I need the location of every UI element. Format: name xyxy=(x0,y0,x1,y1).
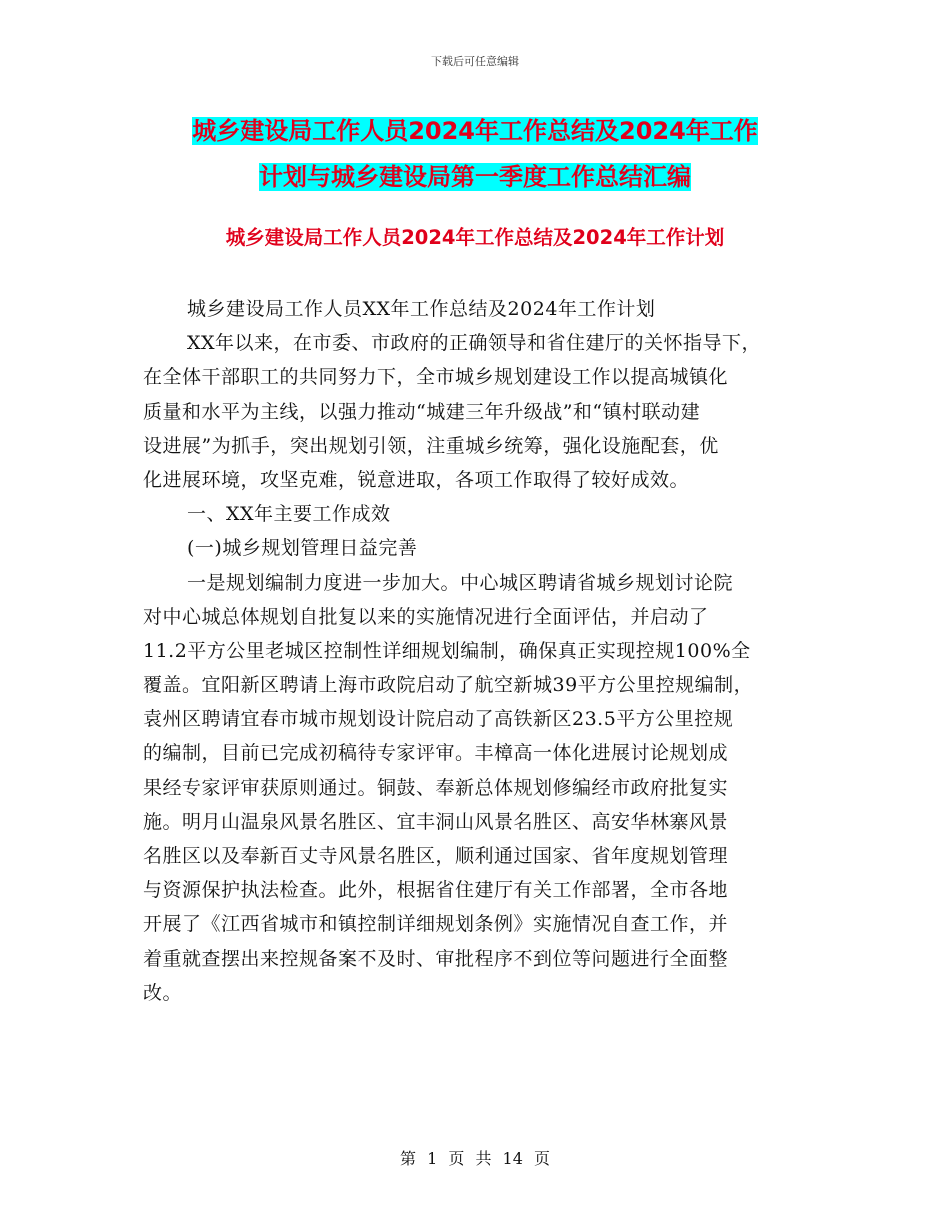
body-text xyxy=(143,292,823,1010)
paragraph-line: XX年以来，在市委、市政府的正确领导和省住建厅的关怀指导下， xyxy=(187,332,762,355)
paragraph-line: 一是规划编制力度进一步加大。中心城区聘请省城乡规划讨论院 xyxy=(187,571,734,594)
paragraph-line: 11.2平方公里老城区控制性详细规划编制，确保真正实现控规100%全 xyxy=(143,639,751,662)
section-title: 城乡建设局工作人员2024年工作总结及2024年工作计划 xyxy=(225,226,725,249)
paragraph-line: 施。明月山温泉风景名胜区、宜丰洞山风景名胜区、高安华林寨风景 xyxy=(143,810,729,833)
paragraph-line: 果经专家评审获原则通过。铜鼓、奉新总体规划修编经市政府批复实 xyxy=(143,776,729,799)
paragraph-line: 名胜区以及奉新百丈寺风景名胜区，顺利通过国家、省年度规划管理 xyxy=(143,845,729,867)
title-line-1: 城乡建设局工作人员2024年工作总结及2024年工作 xyxy=(192,117,758,145)
paragraph-line: 化进展环境，攻坚克难，锐意进取，各项工作取得了较好成效。 xyxy=(143,468,690,491)
header-note: 下载后可任意编辑 xyxy=(431,55,519,68)
paragraph-line: 与资源保护执法检查。此外，根据省住建厅有关工作部署，全市各地 xyxy=(143,879,729,902)
page-number-footer: 第 1 页 共 14 页 xyxy=(400,1149,550,1168)
document-title xyxy=(0,108,950,200)
paragraph-line: 对中心城总体规划自批复以来的实施情况进行全面评估，并启动了 xyxy=(143,605,709,628)
paragraph-line: 覆盖。宜阳新区聘请上海市政院启动了航空新城39平方公里控规编制， xyxy=(143,674,754,697)
paragraph-line: 在全体干部职工的共同努力下，全市城乡规划建设工作以提高城镇化 xyxy=(143,366,729,389)
paragraph-line: 的编制，目前已完成初稿待专家评审。丰樟高一体化进展讨论规划成 xyxy=(143,742,729,765)
title-line-2: 计划与城乡建设局第一季度工作总结汇编 xyxy=(259,163,691,191)
paragraph-line: 设进展”为抓手，突出规划引领，注重城乡统筹，强化设施配套，优 xyxy=(143,434,719,457)
paragraph-line: 着重就查摆出来控规备案不及时、审批程序不到位等问题进行全面整 xyxy=(143,947,729,970)
paragraph-line: 袁州区聘请宜春市城市规划设计院启动了高铁新区23.5平方公里控规 xyxy=(143,708,734,731)
paragraph-line: 改。 xyxy=(143,981,183,1004)
paragraph-line: 城乡建设局工作人员XX年工作总结及2024年工作计划 xyxy=(187,298,656,320)
paragraph-line: 开展了《江西省城市和镇控制详细规划条例》实施情况自查工作，并 xyxy=(143,913,729,936)
heading-line: 一、XX年主要工作成效 xyxy=(187,503,391,526)
paragraph-line: 质量和水平为主线，以强力推动“城建三年升级战”和“镇村联动建 xyxy=(143,400,701,423)
subheading-line: (一)城乡规划管理日益完善 xyxy=(187,537,418,560)
